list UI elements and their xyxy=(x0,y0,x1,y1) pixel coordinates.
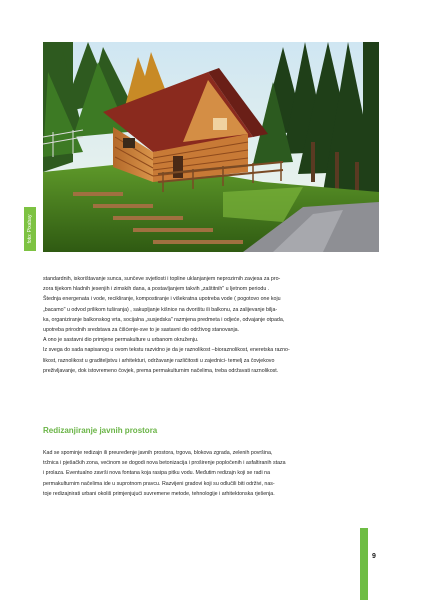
photo-credit-label: foto: Pixabay xyxy=(27,214,33,244)
section-line: toje redizajnirati urbani okoliš primjenjujući suvremene metode, tehnologije i arhitektonska rješenja. xyxy=(43,490,275,497)
body-line: zora tijekom hladnih jesenjih i zimskih dana, a postavljanjem takvih „zaštitnih" u ljetnom periodu . xyxy=(43,286,270,293)
page-accent-bar xyxy=(360,528,368,600)
section-line: i prolaza. Eventualno završi nova fontana koja rasipa pitku vodu. Međutim redizajn koji se radi na xyxy=(43,470,271,477)
body-line: upotreba prirodnih sredstava za čišćenje-sve to je sastavni dio održivog stanovanja. xyxy=(43,327,240,334)
cabin-photo xyxy=(43,42,379,252)
cabin-photo-illustration xyxy=(43,42,379,252)
body-paragraph xyxy=(43,274,379,376)
body-line: likost, raznolikost u graditeljstvu i arhitekturi, održavanje različitosti u zajednici- temelj za čovjekovo xyxy=(43,357,275,364)
body-line: „bacamo" u odvod prilikom tuširanja) , sakupljanje kišnice na dvorištu ili balkonu, za zalijevanje biljа- xyxy=(43,306,278,313)
body-line: Iz svega do sada napisanog u ovom tekstu razvidno je da je raznolikost –bioraznolikost, enerеtska razno- xyxy=(43,347,290,354)
photo-credit-tab xyxy=(24,207,36,251)
section-line: Kad se spominje redizajn ili preuređenje javnih prostora, trgova, blokova zgrada, zelenih površina, xyxy=(43,450,273,456)
body-line: A ono je sastavni dio primjene permakulture u urbanom okruženju. xyxy=(43,337,199,344)
body-line: preživljavanje, dok istovremeno čovjek, prema permakulturnim načelima, treba održavati raznolikost. xyxy=(43,367,279,374)
section-line: tržnica i pješačkih zona, većinom se dogodi nova betonizacija i proširenje popločenih i asfaltiranih staza xyxy=(43,460,286,467)
body-line: ka, organiziranje balkonskog vrta, socijalna „susjedska" razmjena predmeta i odjeće, odvajanje otpada, xyxy=(43,316,285,323)
section-paragraph xyxy=(43,448,379,499)
page-number: 9 xyxy=(372,553,376,560)
section-line: permakulturnim načelima ide u suprotnom pravcu. Razvijeni gradovi koji su odlučili biti održivi, nas- xyxy=(43,480,275,487)
body-line: Štednja energenata i vode, recikliranje, kompostiranje i višekratna upotreba vode ( pogotovo one koju xyxy=(43,296,281,303)
section-heading: Redizanjiranje javnih prostora xyxy=(43,426,158,435)
body-line: standardnih, iskorištavanje sunca, sunčeve svjetlosti i topline uklanjanjem neprozirnih zavjesa za pro- xyxy=(43,276,281,282)
